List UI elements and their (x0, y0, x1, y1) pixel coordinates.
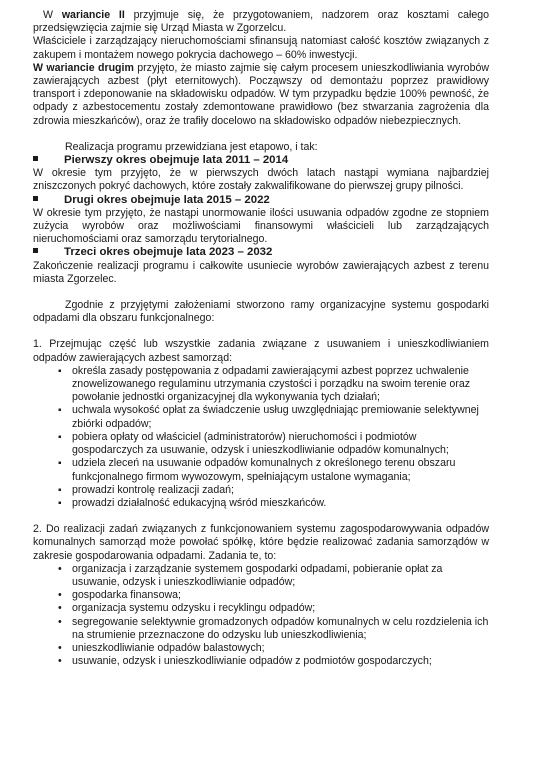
owners-paragraph: Właściciele i zarządzający nieruchomościami sfinansują natomiast całość kosztów związanych z zakupem i montażem nowego pokrycia dachowego – 60% inwestycji. (33, 35, 489, 61)
list-item: ▪ prowadzi działalność edukacyjną wśród mieszkańców. (58, 497, 489, 510)
period-3-text: Zakończenie realizacji programu i całkowite usuniecie wyrobów zawierających azbest z terenu miasta Zgorzelec. (33, 259, 489, 285)
section-1-list (33, 365, 489, 510)
section-2-heading: 2. Do realizacji zadań związanych z funkcjonowaniem systemu zagospodarowywania odpadów komunalnych samorząd może powołać spółkę, które będzie realizować zadania samorządów w zakresie gospodarowania odpadami. Zadania te, to: (33, 523, 489, 562)
list-item: • gospodarka finansowa; (58, 589, 489, 602)
list-item: ▪ pobiera opłaty od właściciel (administratorów) nieruchomości i podmiotów gospodarczych za usuwanie, odzysk i unieszkodliwianie odpadów komunalnych; (58, 431, 489, 457)
variant-second-bold: W wariancie drugim (33, 61, 134, 74)
list-item: • organizacja i zarządzanie systemem gospodarki odpadami, pobieranie opłat za usuwanie, odzysk i unieszkodliwianie odpadów; (58, 563, 489, 589)
list-item: • segregowanie selektywnie gromadzonych odpadów komunalnych w celu rozdzielenia ich na strumienie przeznaczone do odzysku lub unieszkodliwienia; (58, 616, 489, 642)
section-1-heading: 1. Przejmując część lub wszystkie zadania związane z usuwaniem i unieszkodliwianiem odpadów zawierających azbest samorząd: (33, 338, 489, 364)
list-item: ▪ udziela zleceń na usuwanie odpadów komunalnych z określonego terenu obszaru funkcjonalnego firmom wywozowym, spełniającym ustalone wymagania; (58, 457, 489, 483)
list-item: • unieszkodliwianie odpadów balastowych; (58, 642, 489, 655)
variant-ii-lead: W (43, 9, 62, 21)
realization-intro: Realizacja programu przewidziana jest etapowo, i tak: (65, 140, 318, 153)
period-2-title: Drugi okres obejmuje lata 2015 – 2022 (33, 194, 489, 207)
section-2-list (33, 563, 489, 669)
period-1-title: Pierwszy okres obejmuje lata 2011 – 2014 (33, 154, 489, 167)
variant-ii-text: przyjmuje się, że przygotowaniem, nadzorem oraz kosztami całego przedsięwzięcia zajmie się Urząd Miasta w Zgorzelcu. (33, 9, 490, 35)
list-item: ▪ uchwala wysokość opłat za świadczenie usług uwzględniając premiowanie selektywnej zbiórki odpadów; (58, 404, 489, 430)
period-3-title: Trzeci okres obejmuje lata 2023 – 2032 (33, 246, 489, 259)
variant-second-paragraph (33, 62, 489, 128)
list-item: ▪ określa zasady postępowania z odpadami zawierającymi azbest poprzez uchwalenie znowelizowanego regulaminu utrzymania czystości i porządku na swoim terenie oraz powołanie jednostki organizacyjnej dla wykonywania tych działań; (58, 365, 489, 405)
bullet-square-icon (33, 196, 38, 201)
variant-second-text: przyjęto, że miasto zajmie się całym procesem unieszkodliwiania wyrobów zawierających azbest (płyt eternitowych). Począwszy od demontażu poprzez prawidłowy transport i zdeponowanie na składowisku odpadów. W tym przypadku będzie 100% pewność, że odpady z azbestocementu zostały zdemontowane prawidłowo (bez stwarzania zagrożenia dla zdrowia mieszkańców), oraz że trafiły docelowo na składowisko odpadów niebezpiecznych. (33, 61, 490, 127)
period-1-text: W okresie tym przyjęto, że w pierwszych dwóch latach nastąpi wymiana najbardziej zniszczonych pokryć dachowych, które zostały zakwalifikowane do pierwszej grupy pilności. (33, 167, 489, 193)
list-item: • organizacja systemu odzysku i recyklingu odpadów; (58, 602, 489, 615)
list-item: • usuwanie, odzysk i unieszkodliwianie odpadów z podmiotów gospodarczych; (58, 655, 489, 668)
framework-intro: Zgodnie z przyjętymi założeniami stworzono ramy organizacyjne systemu gospodarki odpadami dla obszaru funkcjonalnego: (33, 299, 489, 325)
bullet-square-icon (33, 248, 38, 253)
list-item: ▪ prowadzi kontrolę realizacji zadań; (58, 484, 489, 497)
period-2-text: W okresie tym przyjęto, że nastąpi unormowanie ilości usuwania odpadów zgodne ze stopniem zużycia wyrobów oraz możliwościami finansowymi właścicieli lub zarządzających nieruchomościami oraz samorządu terytorialnego. (33, 206, 489, 246)
bullet-square-icon (33, 156, 38, 161)
variant-ii-bold: wariancie II (61, 9, 125, 21)
variant-ii-paragraph (33, 9, 489, 35)
